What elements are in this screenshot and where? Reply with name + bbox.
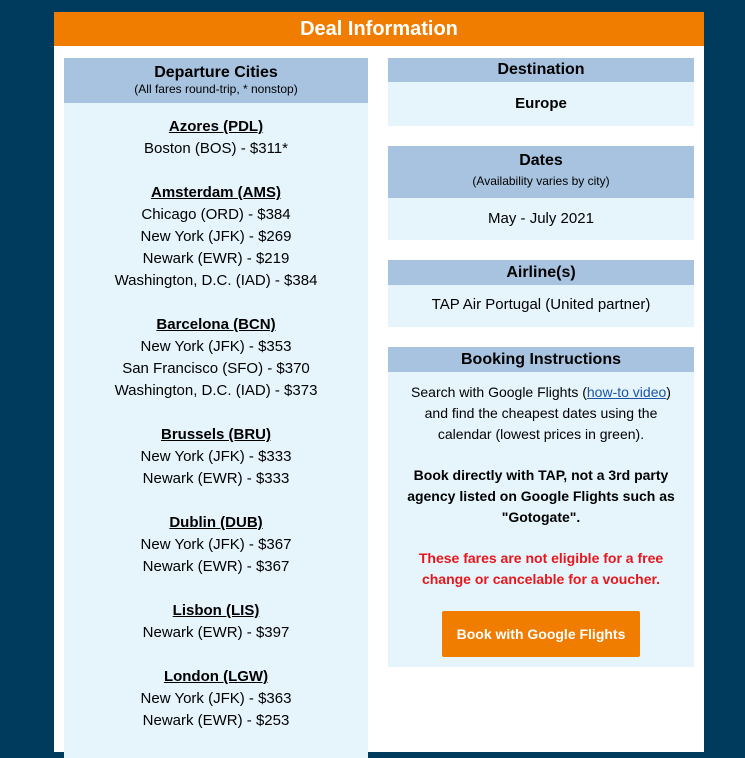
fare-line: Newark (EWR) - $367 [142,558,290,575]
dates-subtitle: (Availability varies by city) [472,174,610,188]
destination-city-name: Amsterdam (AMS) [150,184,282,201]
city-group [64,314,368,402]
fare-line: Newark (EWR) - $219 [142,250,290,267]
destination-city-name: London (LGW) [163,668,269,685]
destination-city-name: Barcelona (BCN) [156,316,276,333]
book-with-google-flights-button[interactable]: Book with Google Flights [442,611,640,657]
city-group [64,424,368,490]
airline-panel [388,260,694,327]
fare-line: San Francisco (SFO) - $370 [122,360,310,377]
fare-line: New York (JFK) - $363 [140,690,292,707]
city-group [64,666,368,732]
fare-line: New York (JFK) - $269 [140,228,292,245]
booking-search-text: Search with Google Flights ( [411,384,587,400]
deal-card [54,12,704,752]
departure-panel [64,58,368,758]
departure-title: Departure Cities [154,64,278,81]
booking-step-search [402,382,680,445]
destination-city-name: Azores (PDL) [168,118,264,135]
booking-fare-warning: These fares are not eligible for a free change or cancelable for a voucher. [418,550,664,587]
booking-body [388,372,694,657]
fare-line: Washington, D.C. (IAD) - $373 [114,382,318,399]
dates-value: May - July 2021 [488,210,594,227]
booking-search-text-end: ) and find the cheapest dates using the calendar (lowest prices in green). [424,384,671,442]
city-group [64,512,368,578]
fare-line: New York (JFK) - $367 [140,536,292,553]
departure-header [64,58,368,103]
destination-title: Destination [388,58,694,82]
airline-title: Airline(s) [388,260,694,285]
destination-city-name: Brussels (BRU) [160,426,272,443]
dates-panel [388,146,694,240]
fare-line: Washington, D.C. (IAD) - $384 [114,272,318,289]
departure-subtitle: (All fares round-trip, * nonstop) [134,82,298,96]
how-to-video-link[interactable]: how-to video [586,384,667,400]
deal-title: Deal Information [300,18,458,40]
airline-value: TAP Air Portugal (United partner) [431,296,651,313]
destination-city-name: Lisbon (LIS) [172,602,260,619]
fare-line: Newark (EWR) - $333 [142,470,290,487]
city-group [64,600,368,644]
dates-title: Dates [519,152,563,169]
deal-banner [54,12,704,46]
fare-line: New York (JFK) - $333 [140,448,292,465]
booking-step-direct: Book directly with TAP, not a 3rd party agency listed on Google Flights such as "Gotogate". [407,467,675,525]
fare-line: New York (JFK) - $353 [140,338,292,355]
fare-line: Chicago (ORD) - $384 [141,206,291,223]
city-group [64,116,368,160]
fare-line: Boston (BOS) - $311* [144,140,288,157]
city-group [64,182,368,292]
fare-line: Newark (EWR) - $397 [142,624,290,641]
destination-value: Europe [515,95,567,112]
booking-panel [388,347,694,667]
fare-line: Newark (EWR) - $253 [142,712,290,729]
booking-title: Booking Instructions [388,347,694,372]
destination-city-name: Dublin (DUB) [169,514,263,531]
departure-city-list [64,103,368,732]
destination-panel [388,58,694,126]
dates-header [388,146,694,198]
